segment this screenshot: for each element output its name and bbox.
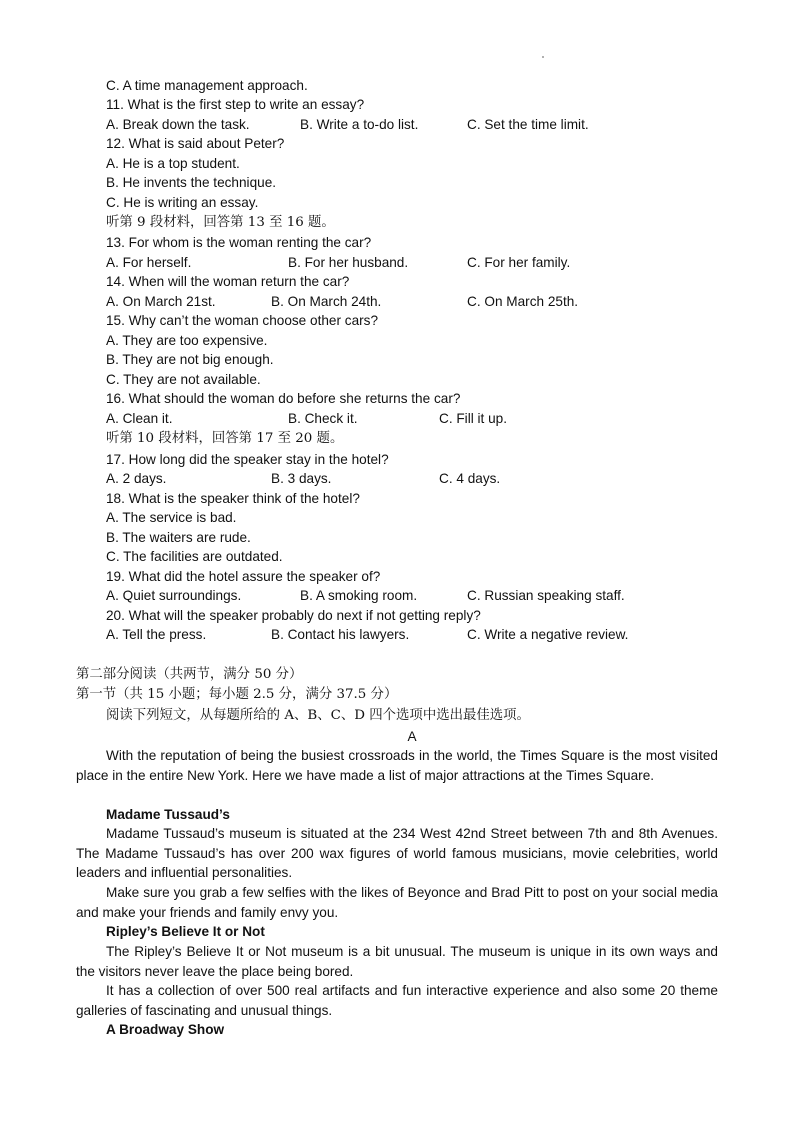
instruction-section-10: 听第 10 段材料，回答第 17 至 20 题。 xyxy=(106,431,344,446)
heading-broadway-show: A Broadway Show xyxy=(106,1022,225,1037)
paragraph-ripleys-collection: It has a collection of over 500 real artifacts and fun interactive experience and also some 20 theme galleries of fascinating and unusual things. xyxy=(76,983,718,1018)
q16-option-a: A. Clean it. xyxy=(106,411,173,426)
q20-option-a: A. Tell the press. xyxy=(106,627,207,642)
q17-option-b: B. 3 days. xyxy=(271,471,332,486)
q14-option-b: B. On March 24th. xyxy=(271,294,382,309)
q13-option-c: C. For her family. xyxy=(467,255,571,270)
q12-option-c: C. He is writing an essay. xyxy=(106,195,259,210)
q17-option-a: A. 2 days. xyxy=(106,471,167,486)
q16-question: 16. What should the woman do before she returns the car? xyxy=(106,391,461,406)
section1-title: 第一节（共 15 小题；每小题 2.5 分，满分 37.5 分） xyxy=(76,687,398,702)
paragraph-ripleys-intro: The Ripley’s Believe It or Not museum is a bit unusual. The museum is unique in its own ways and the visitors never leave the place being bored. xyxy=(76,944,718,979)
q11-question: 11. What is the first step to write an essay? xyxy=(106,97,365,112)
heading-madame-tussauds: Madame Tussaud’s xyxy=(106,807,230,822)
part2-title: 第二部分阅读（共两节，满分 50 分） xyxy=(76,667,303,682)
q15-question: 15. Why can’t the woman choose other cars? xyxy=(106,313,379,328)
passage-label: A xyxy=(407,729,417,744)
paragraph-tussauds-location: Madame Tussaud’s museum is situated at the 234 West 42nd Street between 7th and 8th Avenues. The Madame Tussaud’s has over 200 wax figures of world famous musicians, movie celebrities, world leaders and influential personalities. xyxy=(76,826,718,880)
q15-option-a: A. They are too expensive. xyxy=(106,333,268,348)
q20-option-c: C. Write a negative review. xyxy=(467,627,629,642)
q13-option-a: A. For herself. xyxy=(106,255,192,270)
q13-option-b: B. For her husband. xyxy=(288,255,409,270)
q11-option-c: C. Set the time limit. xyxy=(467,117,589,132)
q13-question: 13. For whom is the woman renting the car? xyxy=(106,235,372,250)
q18-option-a: A. The service is bad. xyxy=(106,510,237,525)
q19-option-b: B. A smoking room. xyxy=(300,588,418,603)
q11-option-b: B. Write a to-do list. xyxy=(300,117,419,132)
q12-option-b: B. He invents the technique. xyxy=(106,175,277,190)
scan-dot xyxy=(542,56,544,58)
instruction-section-9: 听第 9 段材料，回答第 13 至 16 题。 xyxy=(106,215,335,230)
q18-question: 18. What is the speaker think of the hotel? xyxy=(106,491,360,506)
q17-question: 17. How long did the speaker stay in the hotel? xyxy=(106,452,389,467)
q10-option-c: C. A time management approach. xyxy=(106,78,308,93)
q15-option-b: B. They are not big enough. xyxy=(106,352,274,367)
q14-question: 14. When will the woman return the car? xyxy=(106,274,350,289)
q17-option-c: C. 4 days. xyxy=(439,471,501,486)
paragraph-tussauds-selfies: Make sure you grab a few selfies with the likes of Beyonce and Brad Pitt to post on your social media and make your friends and family envy you. xyxy=(76,885,718,920)
q16-option-c: C. Fill it up. xyxy=(439,411,507,426)
passage-intro: With the reputation of being the busiest crossroads in the world, the Times Square is the most visited place in the entire New York. Here we have made a list of major attractions at the Times Square. xyxy=(76,748,718,783)
q20-option-b: B. Contact his lawyers. xyxy=(271,627,410,642)
reading-directions: 阅读下列短文，从每题所给的 A、B、C、D 四个选项中选出最佳选项。 xyxy=(106,708,530,723)
q15-option-c: C. They are not available. xyxy=(106,372,261,387)
q14-option-a: A. On March 21st. xyxy=(106,294,216,309)
q19-option-a: A. Quiet surroundings. xyxy=(106,588,242,603)
q16-option-b: B. Check it. xyxy=(288,411,358,426)
heading-ripleys: Ripley’s Believe It or Not xyxy=(106,924,265,939)
q14-option-c: C. On March 25th. xyxy=(467,294,579,309)
q18-option-b: B. The waiters are rude. xyxy=(106,530,251,545)
q20-question: 20. What will the speaker probably do next if not getting reply? xyxy=(106,608,481,623)
q11-option-a: A. Break down the task. xyxy=(106,117,250,132)
q19-question: 19. What did the hotel assure the speaker of? xyxy=(106,569,381,584)
q19-option-c: C. Russian speaking staff. xyxy=(467,588,625,603)
q12-question: 12. What is said about Peter? xyxy=(106,136,285,151)
q12-option-a: A. He is a top student. xyxy=(106,156,240,171)
q18-option-c: C. The facilities are outdated. xyxy=(106,549,283,564)
